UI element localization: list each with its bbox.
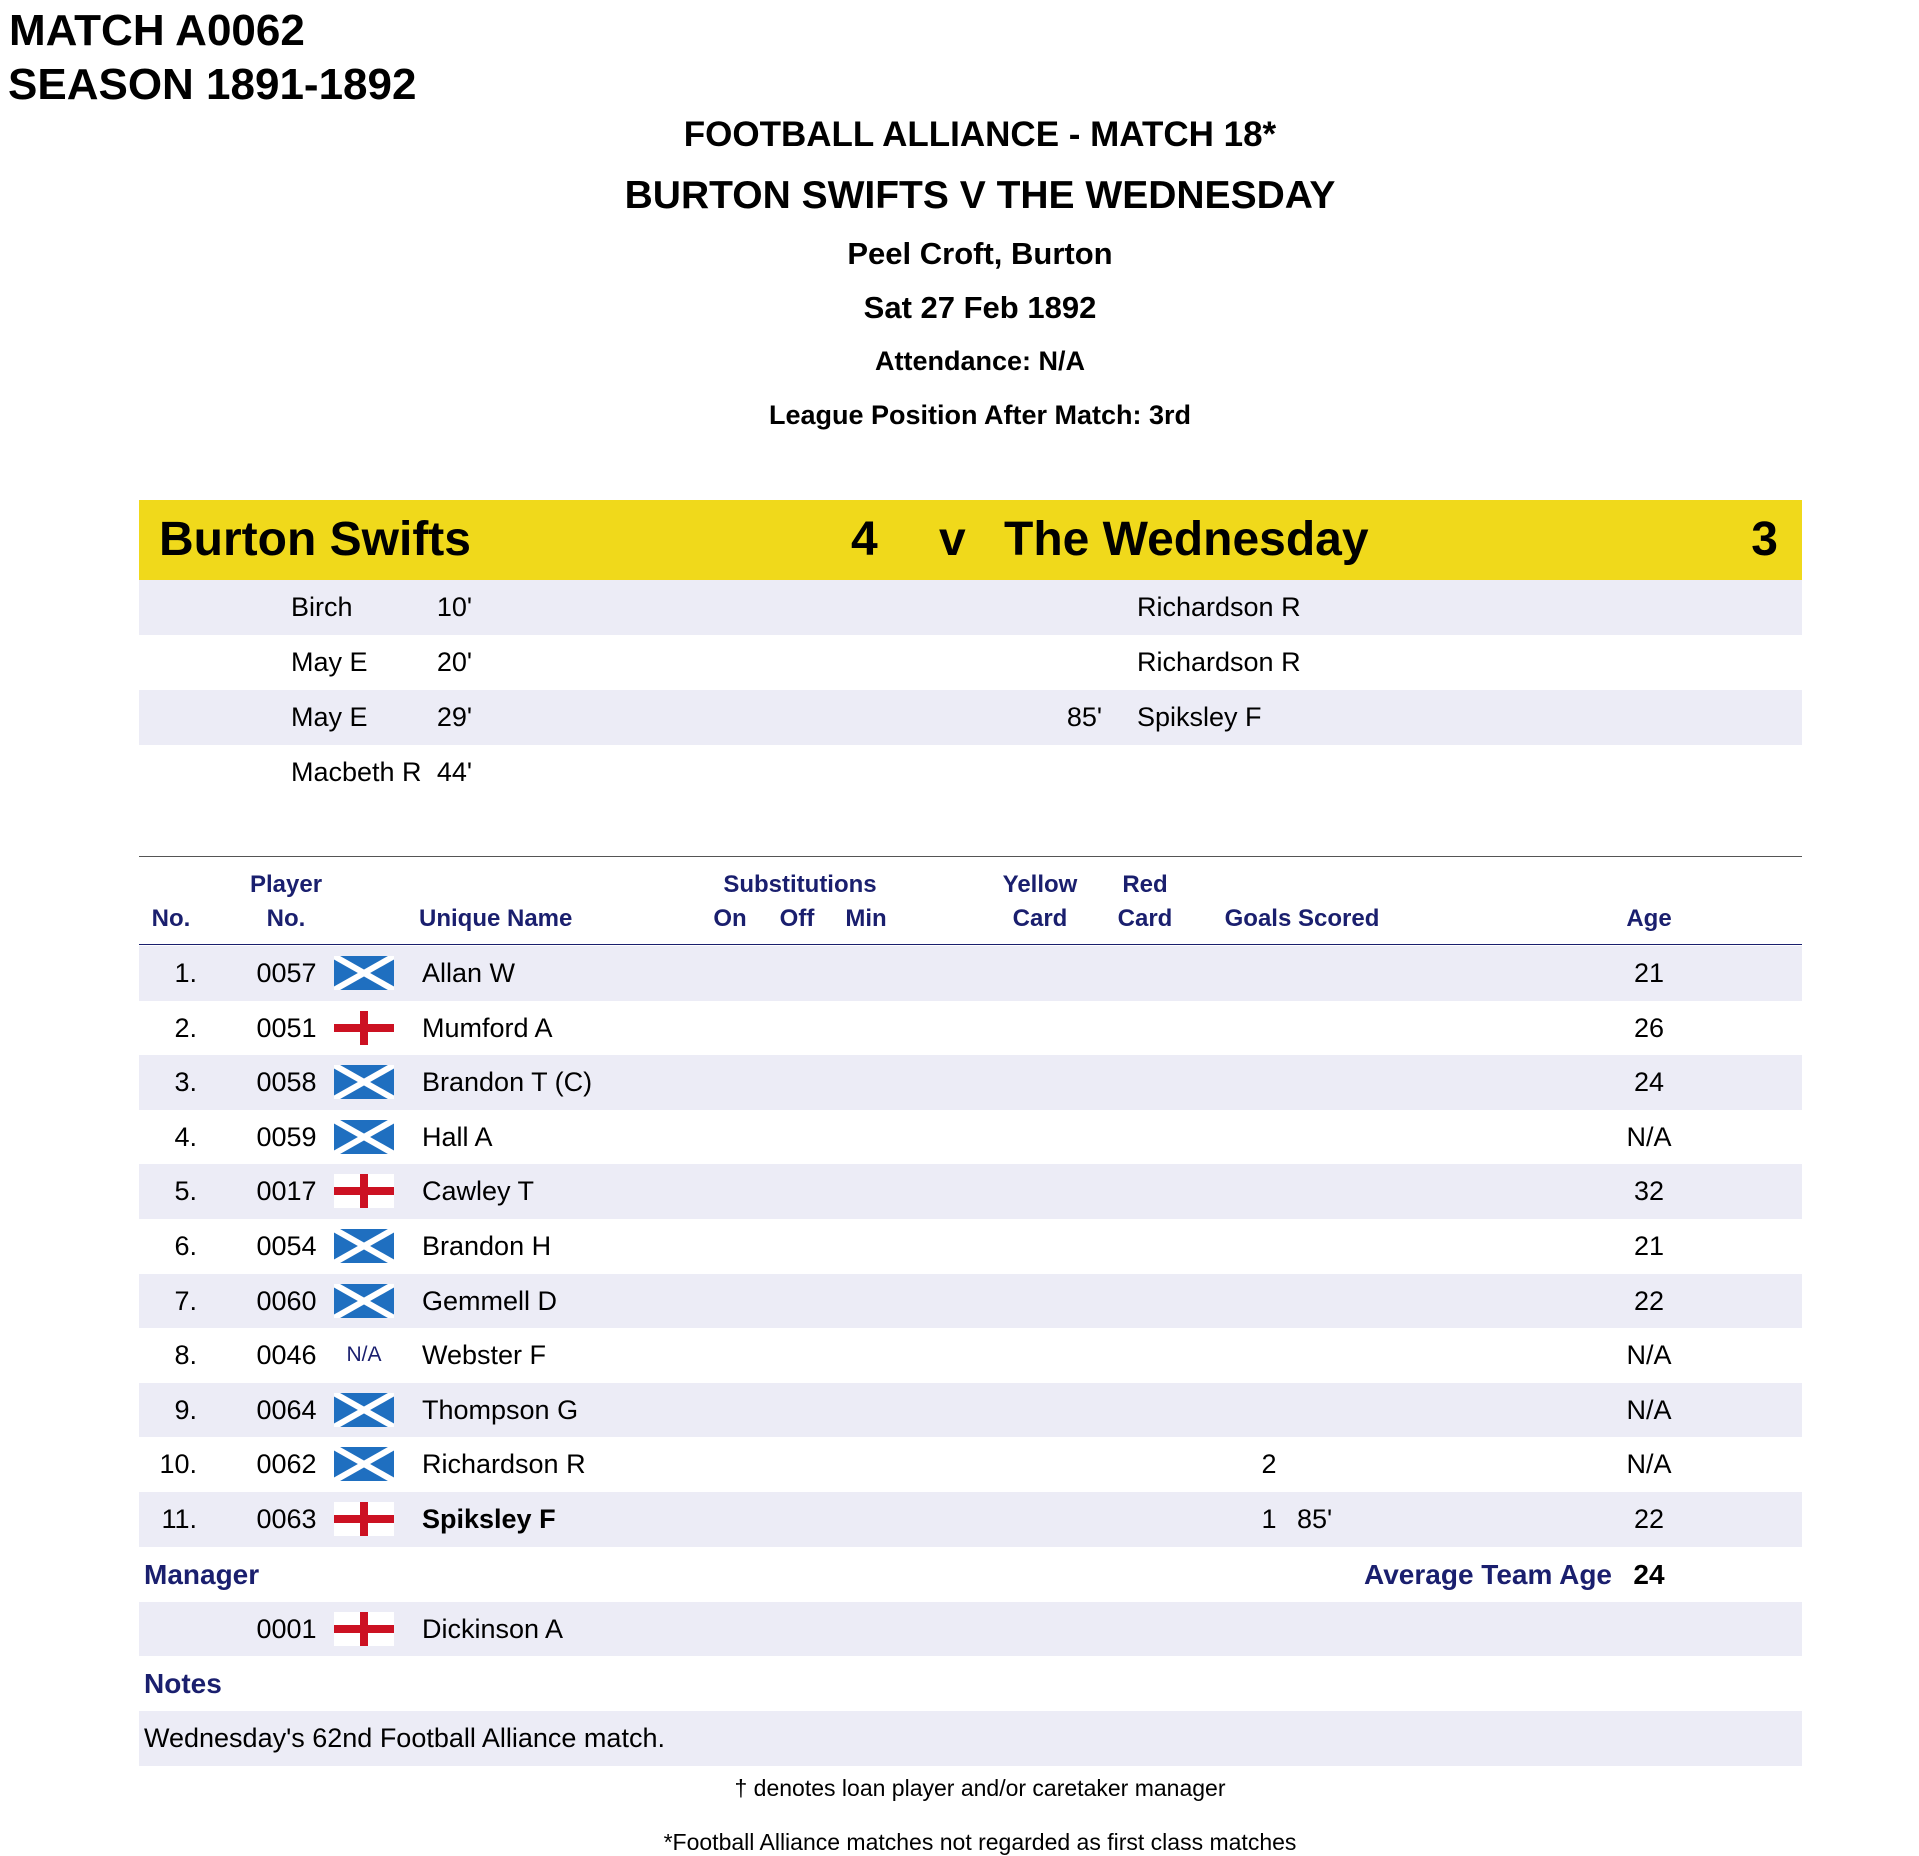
table-row	[139, 1164, 1802, 1219]
player-id: 0051	[256, 1012, 317, 1043]
home-team-name: Burton Swifts	[159, 513, 471, 566]
shirt-number: 8.	[174, 1340, 197, 1371]
fixture-title: BURTON SWIFTS V THE WEDNESDAY	[624, 174, 1336, 217]
england-flag-icon	[334, 1174, 394, 1208]
goals-count: 2	[1261, 1449, 1277, 1480]
shirt-number: 7.	[174, 1285, 197, 1316]
scotland-flag-icon	[334, 956, 394, 990]
table-row	[139, 1110, 1802, 1165]
player-table	[139, 946, 1802, 1766]
england-flag-icon	[334, 1612, 394, 1646]
col-age: Age	[1626, 905, 1672, 932]
col-red-top: Red	[1122, 871, 1168, 898]
notes-header-row	[139, 1656, 1802, 1711]
player-id: 0060	[256, 1285, 317, 1316]
away-goal-scorer: Spiksley F	[1137, 702, 1262, 732]
table-row	[139, 1383, 1802, 1438]
col-substitutions: Substitutions	[723, 871, 877, 898]
player-name: Thompson G	[422, 1394, 579, 1425]
score-bar	[139, 500, 1802, 580]
player-id: 0064	[256, 1394, 317, 1425]
notes-label: Notes	[144, 1668, 222, 1700]
match-date: Sat 27 Feb 1892	[863, 290, 1097, 325]
player-name: Cawley T	[422, 1176, 535, 1207]
goal-row	[139, 635, 1802, 690]
shirt-number: 6.	[174, 1230, 197, 1261]
away-goal-scorer: Richardson R	[1137, 647, 1301, 677]
shirt-number: 2.	[174, 1012, 197, 1043]
league-position: League Position After Match: 3rd	[768, 400, 1192, 430]
player-age: 21	[1633, 1230, 1665, 1261]
player-age: 21	[1633, 958, 1665, 988]
average-age-value: 24	[1633, 1558, 1665, 1590]
scotland-flag-icon	[334, 1229, 394, 1263]
home-goal-minute: 20'	[436, 647, 472, 677]
venue: Peel Croft, Burton	[847, 236, 1113, 271]
player-age: N/A	[1626, 1394, 1672, 1425]
nationality-unknown: N/A	[346, 1343, 382, 1367]
goal-row	[139, 690, 1802, 745]
col-no: No.	[151, 905, 191, 932]
match-id: MATCH A0062	[9, 6, 305, 55]
shirt-number: 3.	[174, 1067, 197, 1098]
col-sub-off: Off	[779, 905, 815, 932]
player-id: 0058	[256, 1067, 317, 1098]
player-name: Allan W	[422, 958, 516, 988]
shirt-number: 1.	[174, 958, 197, 988]
player-id: 0062	[256, 1449, 317, 1480]
manager-name: Dickinson A	[422, 1613, 564, 1644]
player-age: 24	[1633, 1067, 1665, 1098]
shirt-number: 10.	[159, 1449, 197, 1480]
away-goal-minute: 85'	[1066, 702, 1102, 732]
manager-header-row	[139, 1547, 1802, 1602]
goal-row	[139, 745, 1802, 800]
goal-minutes: 85'	[1297, 1503, 1333, 1534]
player-name: Spiksley F	[422, 1503, 556, 1534]
competition-title: FOOTBALL ALLIANCE - MATCH 18*	[683, 115, 1277, 154]
manager-label: Manager	[144, 1558, 260, 1590]
player-id: 0054	[256, 1230, 317, 1261]
col-red-bottom: Card	[1117, 905, 1173, 932]
home-goal-minute: 10'	[436, 592, 472, 622]
england-flag-icon	[334, 1502, 394, 1536]
player-name: Webster F	[422, 1340, 547, 1371]
player-age: 22	[1633, 1503, 1665, 1534]
player-age: 32	[1633, 1176, 1665, 1207]
table-row	[139, 1274, 1802, 1329]
table-row	[139, 1055, 1802, 1110]
player-name: Brandon T (C)	[422, 1067, 593, 1098]
table-row	[139, 1328, 1802, 1383]
home-goal-minute: 44'	[436, 757, 472, 787]
scotland-flag-icon	[334, 1120, 394, 1154]
table-row	[139, 1219, 1802, 1274]
player-name: Brandon H	[422, 1230, 552, 1261]
player-age: 22	[1633, 1285, 1665, 1316]
player-age: N/A	[1626, 1340, 1672, 1371]
home-goal-scorer: Birch	[291, 592, 353, 622]
loan-footnote: † denotes loan player and/or caretaker manager	[734, 1775, 1226, 1801]
away-goal-scorer: Richardson R	[1137, 592, 1301, 622]
home-score: 4	[851, 513, 878, 566]
attendance: Attendance: N/A	[874, 346, 1085, 376]
table-row	[139, 1492, 1802, 1547]
notes-row	[139, 1711, 1802, 1766]
col-goals-scored: Goals Scored	[1224, 905, 1380, 932]
player-age: 26	[1633, 1012, 1665, 1043]
season: SEASON 1891-1892	[8, 60, 417, 109]
home-goal-scorer: Macbeth R	[291, 757, 422, 787]
player-id: 0057	[256, 958, 317, 988]
header-underline	[139, 944, 1802, 945]
alliance-footnote: *Football Alliance matches not regarded as first class matches	[663, 1829, 1297, 1855]
versus-label: v	[939, 513, 966, 566]
player-id: 0046	[256, 1340, 317, 1371]
away-team-name: The Wednesday	[1004, 513, 1369, 566]
player-age: N/A	[1626, 1121, 1672, 1152]
table-row	[139, 1437, 1802, 1492]
shirt-number: 4.	[174, 1121, 197, 1152]
away-score: 3	[1751, 513, 1778, 566]
goals-count: 1	[1261, 1503, 1277, 1534]
player-age: N/A	[1626, 1449, 1672, 1480]
player-name: Richardson R	[422, 1449, 586, 1480]
notes-text: Wednesday's 62nd Football Alliance match.	[144, 1723, 665, 1754]
player-id: 0059	[256, 1121, 317, 1152]
scotland-flag-icon	[334, 1393, 394, 1427]
manager-id: 0001	[256, 1613, 317, 1644]
player-name: Hall A	[422, 1121, 493, 1152]
player-name: Gemmell D	[422, 1285, 558, 1316]
col-unique-name: Unique Name	[419, 905, 573, 932]
average-age-label: Average Team Age	[1364, 1558, 1612, 1590]
scotland-flag-icon	[334, 1065, 394, 1099]
scotland-flag-icon	[334, 1284, 394, 1318]
col-sub-min: Min	[845, 905, 887, 932]
section-divider	[139, 856, 1802, 857]
shirt-number: 5.	[174, 1176, 197, 1207]
table-row	[139, 1001, 1802, 1056]
shirt-number: 9.	[174, 1394, 197, 1425]
scotland-flag-icon	[334, 1447, 394, 1481]
col-yellow-bottom: Card	[1012, 905, 1068, 932]
player-id: 0017	[256, 1176, 317, 1207]
shirt-number: 11.	[161, 1503, 197, 1534]
home-goal-scorer: May E	[291, 702, 368, 732]
manager-row	[139, 1602, 1802, 1657]
goal-row	[139, 580, 1802, 635]
col-player-top: Player	[249, 871, 323, 898]
col-sub-on: On	[713, 905, 747, 932]
player-id: 0063	[256, 1503, 317, 1534]
player-name: Mumford A	[422, 1012, 553, 1043]
home-goal-minute: 29'	[436, 702, 472, 732]
col-player-bottom: No.	[266, 905, 306, 932]
col-yellow-top: Yellow	[1002, 871, 1078, 898]
table-row	[139, 946, 1802, 1001]
goal-scorers	[139, 580, 1802, 800]
england-flag-icon	[334, 1011, 394, 1045]
home-goal-scorer: May E	[291, 647, 368, 677]
